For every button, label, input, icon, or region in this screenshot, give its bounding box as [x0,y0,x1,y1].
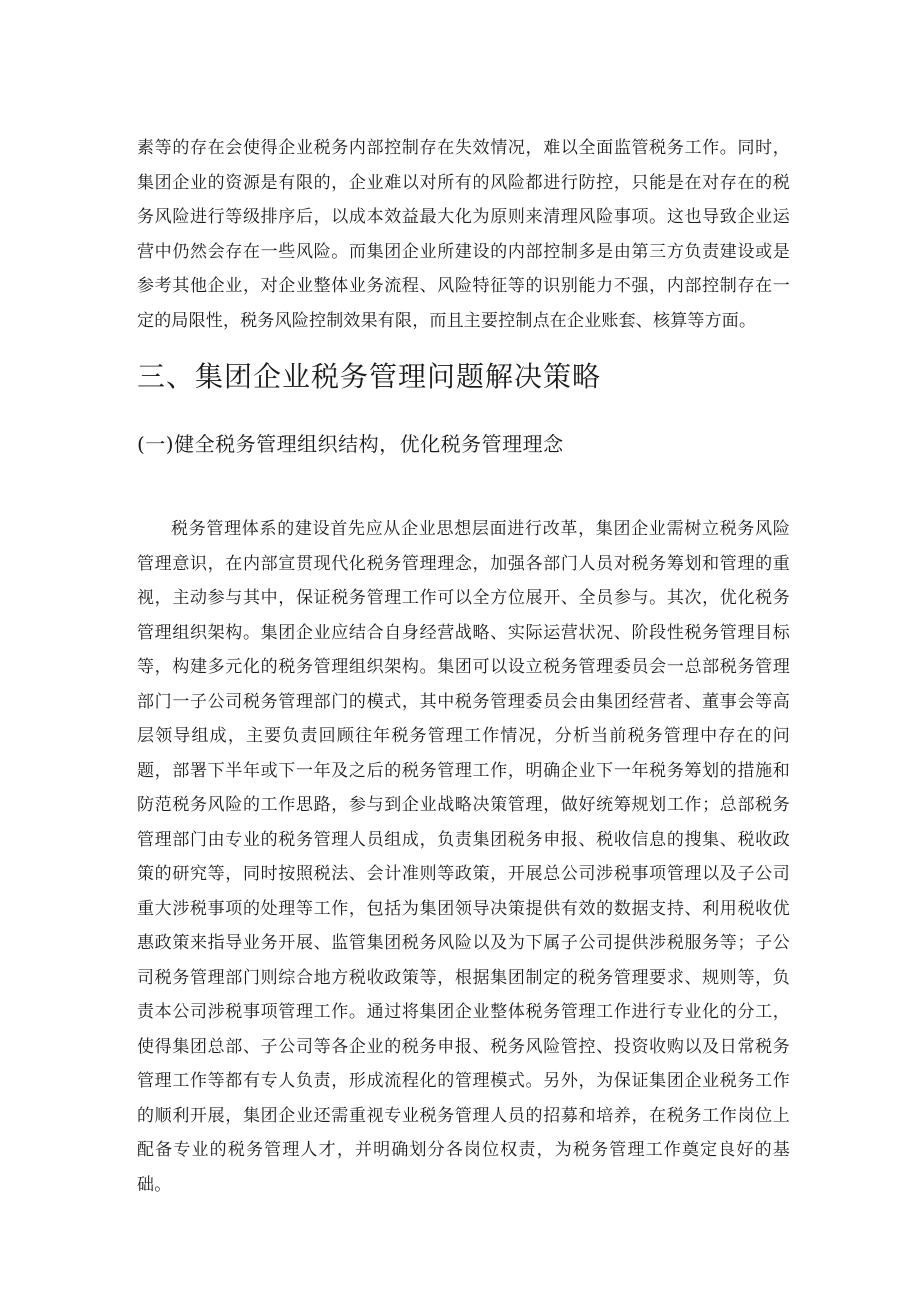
paragraph-continuation: 素等的存在会使得企业税务内部控制存在失效情况，难以全面监管税务工作。同时，集团企业的资源是有限的，企业难以对所有的风险都进行防控，只能是在对存在的税务风险进行等级排序后，以成本效益最大化为原则来清理风险事项。这也导致企业运营中仍然会存在一些风险。而集团企业所建设的内部控制多是由第三方负责建设或是参考其他企业，对企业整体业务流程、风险特征等的识别能力不强，内部控制存在一定的局限性，税务风险控制效果有限，而且主要控制点在企业账套、核算等方面。 [137,138,790,331]
subsection-heading: (一)健全税务管理组织结构，优化税务管理理念 [137,432,564,456]
section-heading: 三、集团企业税务管理问题解决策略 [137,360,602,393]
body-paragraph: 税务管理体系的建设首先应从企业思想层面进行改革，集团企业需树立税务风险管理意识，在内部宣贯现代化税务管理理念，加强各部门人员对税务筹划和管理的重视，主动参与其中，保证税务管理工作可以全方位展开、全员参与。其次，优化税务管理组织架构。集团企业应结合自身经营战略、实际运营状况、阶段性税务管理目标等，构建多元化的税务管理组织架构。集团可以设立税务管理委员会一总部税务管理部门一子公司税务管理部门的模式，其中税务管理委员会由集团经营者、董事会等高层领导组成，主要负责回顾往年税务管理工作情况，分析当前税务管理中存在的问题，部署下半年或下一年及之后的税务管理工作，明确企业下一年税务筹划的措施和防范税务风险的工作思路，参与到企业战略决策管理，做好统筹规划工作；总部税务管理部门由专业的税务管理人员组成，负责集团税务申报、税收信息的搜集、税收政策的研究等，同时按照税法、会计准则等政策，开展总公司涉税事项管理以及子公司重大涉税事项的处理等工作，包括为集团领导决策提供有效的数据支持、利用税收优惠政策来指导业务开展、监管集团税务风险以及为下属子公司提供涉税服务等；子公司税务管理部门则综合地方税收政策等，根据集团制定的税务管理要求、规则等，负责本公司涉税事项管理工作。通过将集团企业整体税务管理工作进行专业化的分工，使得集团总部、子公司等各企业的税务申报、税务风险管控、投资收购以及日常税务管理工作等都有专人负责，形成流程化的管理模式。另外，为保证集团企业税务工作的顺利开展，集团企业还需重视专业税务管理人员的招募和培养，在税务工作岗位上配备专业的税务管理人才，并明确划分各岗位权责，为税务管理工作奠定良好的基础。 [137,519,790,1195]
